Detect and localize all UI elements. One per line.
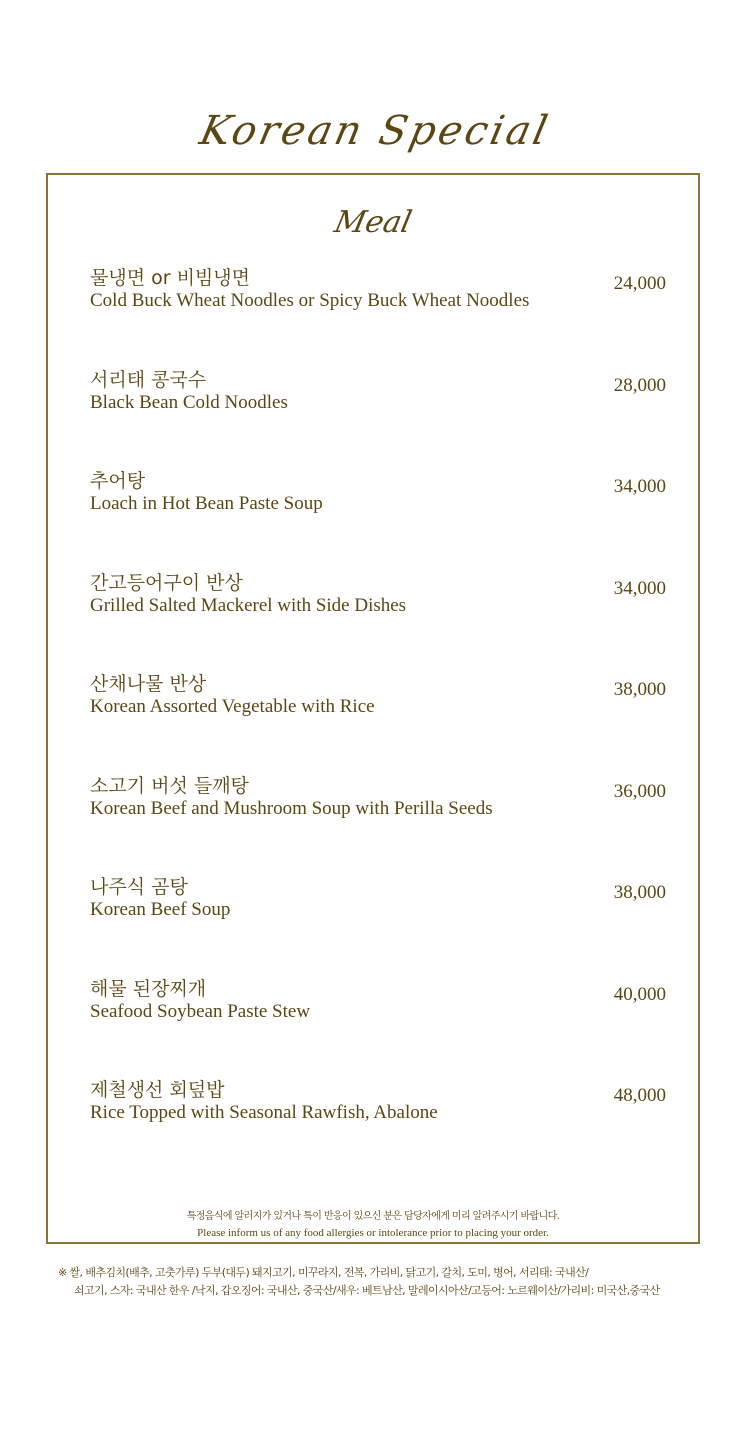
menu-item [90, 771, 670, 831]
item-name-en: Loach in Hot Bean Paste Soup [90, 493, 323, 514]
item-name-en: Black Bean Cold Noodles [90, 392, 288, 413]
origin-line-2: 쇠고기, 스자: 국내산 한우 /낙지, 갑오징어: 국내산, 중국산/새우: 베트남산, 말레이시아산/고등어: 노르웨이산/가리비: 미국산,중국산 [74, 1284, 660, 1297]
item-price: 48,000 [613, 1085, 666, 1106]
item-price: 38,000 [613, 679, 666, 700]
item-price: 28,000 [613, 375, 666, 396]
item-name-en: Korean Beef Soup [90, 899, 231, 920]
item-name-ko: 서리태 콩국수 [90, 369, 207, 391]
item-name-ko: 나주식 곰탕 [90, 876, 188, 898]
menu-item [90, 365, 670, 425]
menu-item [90, 974, 670, 1034]
menu-item [90, 466, 670, 526]
item-price: 36,000 [613, 781, 666, 802]
allergy-notice-ko: 특정음식에 알러지가 있거나 특이 반응이 있으신 분은 담당자에게 미리 알려주시기 바랍니다. [186, 1211, 560, 1222]
menu-item [90, 263, 670, 323]
menu-item [90, 1075, 670, 1135]
item-name-ko: 산채나물 반상 [90, 673, 207, 695]
item-price: 24,000 [613, 273, 666, 294]
item-name-en: Grilled Salted Mackerel with Side Dishes [90, 595, 407, 616]
item-price: 38,000 [613, 882, 666, 903]
item-name-ko: 소고기 버섯 들깨탕 [90, 775, 249, 797]
item-name-ko: 물냉면 or 비빔냉면 [90, 267, 250, 289]
item-name-ko: 간고등어구이 반상 [90, 572, 243, 594]
item-name-en: Korean Assorted Vegetable with Rice [90, 696, 375, 717]
section-title: Meal [331, 205, 415, 240]
item-price: 34,000 [613, 578, 666, 599]
item-name-en: Seafood Soybean Paste Stew [90, 1001, 311, 1022]
item-name-en: Rice Topped with Seasonal Rawfish, Abalone [90, 1102, 438, 1123]
item-price: 34,000 [613, 476, 666, 497]
menu-item [90, 872, 670, 932]
origin-info [58, 1264, 738, 1300]
menu-box [46, 173, 700, 1244]
menu-item [90, 669, 670, 729]
item-name-ko: 제철생선 회덮밥 [90, 1079, 225, 1101]
item-name-en: Cold Buck Wheat Noodles or Spicy Buck Wheat Noodles [90, 290, 530, 311]
item-price: 40,000 [613, 984, 666, 1005]
menu-item [90, 568, 670, 628]
item-name-en: Korean Beef and Mushroom Soup with Perilla Seeds [90, 798, 493, 819]
origin-line-1: ※ 쌀, 배추김치(배추, 고춧가루) 두부(대두) 돼지고기, 미꾸라지, 전복, 가리비, 닭고기, 갈치, 도미, 병어, 서리태: 국내산/ [58, 1266, 589, 1279]
allergy-notice-en: Please inform us of any food allergies or intolerance prior to placing your order. [197, 1227, 549, 1239]
page-title: Korean Special [195, 108, 555, 154]
item-name-ko: 해물 된장찌개 [90, 978, 207, 1000]
item-name-ko: 추어탕 [90, 470, 146, 492]
